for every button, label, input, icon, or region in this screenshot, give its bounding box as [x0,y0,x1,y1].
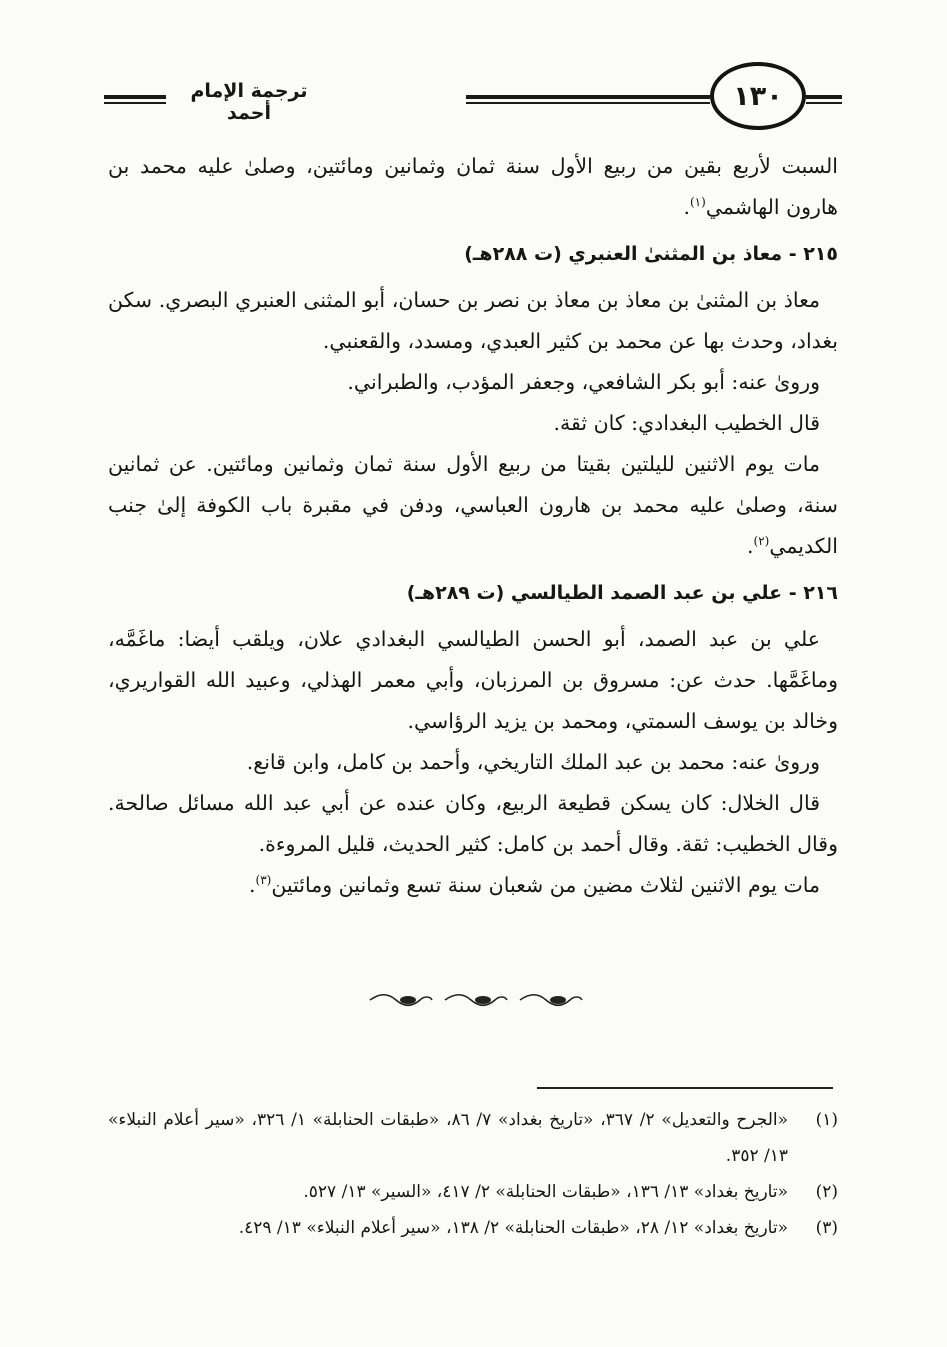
footnote-text: «تاريخ بغداد» ١٣/ ١٣٦، «طبقات الحنابلة» ٢/ ٤١٧، «السير» ١٣/ ٥٢٧. [303,1182,788,1202]
entry-216-paragraph-3: قال الخلال: كان يسكن قطيعة الربيع، وكان عنده عن أبي عبد الله مسائل صالحة. وقال الخطيب: ثقة. وقال أحمد بن كامل: كثير الحديث، قليل المروءة. [108,791,838,856]
paragraph-text: مات يوم الاثنين لليلتين بقيتا من ربيع الأول سنة ثمان وثمانين ومائتين. عن ثمانين سنة، وصلىٰ عليه محمد بن هارون العباسي، ودفن في مقبرة باب الكوفة إلىٰ جنب الكديمي [108,452,838,558]
entry-215-paragraph-4: مات يوم الاثنين لليلتين بقيتا من ربيع الأول سنة ثمان وثمانين ومائتين. عن ثمانين سنة، وصلىٰ عليه محمد بن هارون العباسي، ودفن في مقبرة باب الكوفة إلىٰ جنب الكديمي$^{(٢)}$. [108,452,838,558]
page-number-badge: ١٣٠ [710,62,806,130]
continued-paragraph: السبت لأربع بقين من ربيع الأول سنة ثمان وثمانين ومائتين، وصلىٰ عليه محمد بن هارون الهاشمي$^{(١)}$. [108,154,838,219]
entry-216-paragraph-2: وروىٰ عنه: محمد بن عبد الملك التاريخي، وأحمد بن كامل، وابن قانع. [246,750,820,774]
page-header [92,62,842,134]
main-text [108,146,838,906]
footnote-marker: (٣) [255,873,272,888]
footnote-item [108,1174,838,1210]
paragraph-text: مات يوم الاثنين لثلاث مضين من شعبان سنة تسع وثمانين ومائتين [271,873,820,897]
entry-heading-215: ٢١٥ - معاذ بن المثنىٰ العنبري (ت ٢٨٨هـ) [464,243,838,265]
header-rule-middle [466,95,710,99]
footnote-number: (١) [815,1110,838,1130]
entry-heading-216: ٢١٦ - علي بن عبد الصمد الطيالسي (ت ٢٨٩هـ) [406,582,838,604]
footnote-marker: (١) [689,195,706,210]
footnote-number: (٢) [815,1182,838,1202]
footnote-text: «الجرح والتعديل» ٢/ ٣٦٧، «تاريخ بغداد» ٧/ ٨٦، «طبقات الحنابلة» ١/ ٣٢٦، «سير أعلام النبلاء» ١٣/ ٣٥٢. [108,1110,789,1166]
footnotes [108,1102,838,1246]
ornament-flourish-icon [518,992,584,1008]
footnote-item [108,1210,838,1246]
paragraph-text: السبت لأربع بقين من ربيع الأول سنة ثمان وثمانين ومائتين، وصلىٰ عليه محمد بن هارون الهاشمي [108,154,838,219]
ornament-flourish-icon [368,992,434,1008]
footnote-number: (٣) [815,1218,838,1238]
footnote-text: «تاريخ بغداد» ١٢/ ٢٨، «طبقات الحنابلة» ٢/ ١٣٨، «سير أعلام النبلاء» ١٣/ ٤٢٩. [238,1218,788,1238]
running-title: ترجمة الإمام أحمد [190,80,308,124]
entry-216-paragraph-1: علي بن عبد الصمد، أبو الحسن الطيالسي البغدادي علان، ويلقب أيضا: ماغَمَّه، وماغَمَّها. حدث عن: مسروق بن المرزبان، وأبي معمر الهذلي، وعبيد الله القواريري، وخالد بن يوسف السمتي، ومحمد بن يزيد الرؤاسي. [108,627,838,733]
ornament-flourish-icon [443,992,509,1008]
footnote-separator [537,1087,833,1089]
entry-216-paragraph-4: مات يوم الاثنين لثلاث مضين من شعبان سنة تسع وثمانين ومائتين$^{(٣)}$. [248,873,820,897]
header-rule-left [104,95,166,99]
entry-215-paragraph-3: قال الخطيب البغدادي: كان ثقة. [553,411,820,435]
entry-215-paragraph-2: وروىٰ عنه: أبو بكر الشافعي، وجعفر المؤدب، والطبراني. [347,370,820,394]
header-rule-right [806,95,842,99]
footnote-item [108,1102,838,1174]
section-ornament [368,990,584,1010]
entry-215-paragraph-1: معاذ بن المثنىٰ بن معاذ بن معاذ بن نصر بن حسان، أبو المثنى العنبري البصري. سكن بغداد، وحدث بها عن محمد بن كثير العبدي، ومسدد، والقعنبي. [108,288,838,353]
footnote-marker: (٢) [753,534,770,549]
